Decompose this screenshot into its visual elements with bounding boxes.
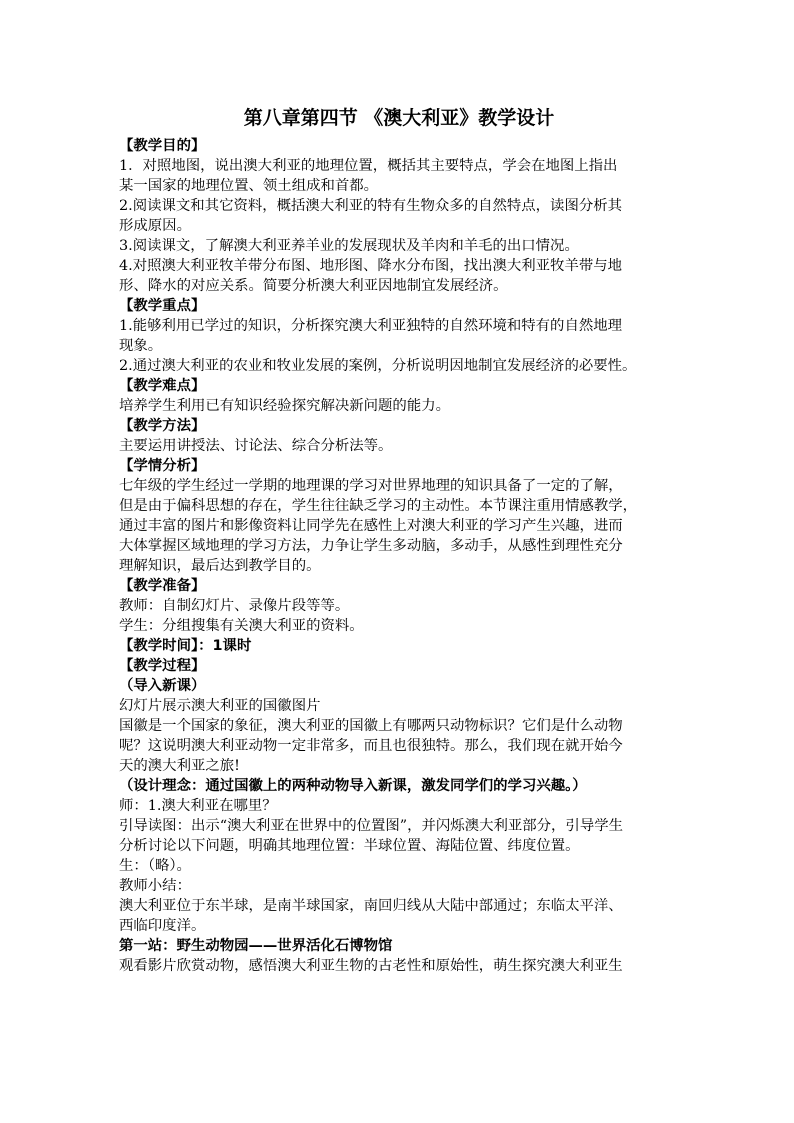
document-title: 第八章第四节 《澳大利亚》教学设计 (243, 107, 555, 129)
section-heading: 【教学方法】 (119, 418, 206, 434)
body-text-line: 形成原因。 (119, 218, 191, 234)
body-text-line: 2.通过澳大利亚的农业和牧业发展的案例，分析说明因地制宜发展经济的必要性。 (119, 358, 637, 374)
body-text-line: 4.对照澳大利亚牧羊带分布图、地形图、降水分布图，找出澳大利亚牧羊带与地 (119, 258, 623, 274)
body-text-line: 呢？这说明澳大利亚动物一定非常多，而且也很独特。那么，我们现在就开始今 (119, 738, 623, 754)
body-text-line: 现象。 (119, 338, 163, 354)
body-text-line: 天的澳大利亚之旅! (119, 758, 240, 774)
body-text-line: 师：1.澳大利亚在哪里？ (119, 798, 277, 814)
body-text-line: 国徽是一个国家的象征，澳大利亚的国徽上有哪两只动物标识？它们是什么动物 (119, 718, 623, 734)
body-text-line: 西临印度洋。 (119, 918, 206, 934)
body-text-line: 1.能够利用已学过的知识，分析探究澳大利亚独特的自然环境和特有的自然地理 (119, 318, 623, 334)
body-text-line: 通过丰富的图片和影像资料让同学先在感性上对澳大利亚的学习产生兴趣，进而 (119, 518, 623, 534)
section-heading: 【教学时间】：1课时 (119, 638, 252, 654)
section-heading: 【教学目的】 (119, 138, 206, 154)
body-text-line: 生：（略）。 (119, 858, 191, 874)
body-text-line: 教师：自制幻灯片、录像片段等等。 (119, 598, 350, 614)
section-heading: 【教学准备】 (119, 578, 206, 594)
body-text-line: 某一国家的地理位置、领土组成和首都。 (119, 178, 379, 194)
body-text-line: 但是由于偏科思想的存在，学生往往缺乏学习的主动性。本节课注重用情感教学， (119, 498, 638, 514)
body-text-line: 大体掌握区域地理的学习方法，力争让学生多动脑，多动手，从感性到理性充分 (119, 538, 623, 554)
body-text-line: 学生：分组搜集有关澳大利亚的资料。 (119, 618, 364, 634)
section-heading: 【教学重点】 (119, 298, 206, 314)
section-heading: 【学情分析】 (119, 458, 206, 474)
body-text-line: 分析讨论以下问题，明确其地理位置：半球位置、海陆位置、纬度位置。 (119, 838, 580, 854)
body-text-line: 理解知识，最后达到教学目的。 (119, 558, 321, 574)
document-page (119, 104, 679, 976)
body-text-line: 形、降水的对应关系。简要分析澳大利亚因地制宜发展经济。 (119, 278, 508, 294)
body-text-line: 3.阅读课文，了解澳大利亚养羊业的发展现状及羊肉和羊毛的出口情况。 (119, 238, 579, 254)
body-text-line: 培养学生利用已有知识经验探究解决新问题的能力。 (119, 398, 450, 414)
section-heading: 【教学过程】 (119, 658, 206, 674)
document-body (119, 136, 679, 976)
body-text-line: 2.阅读课文和其它资料，概括澳大利亚的特有生物众多的自然特点，读图分析其 (119, 198, 623, 214)
section-heading: （导入新课） (119, 678, 206, 694)
section-heading: （设计理念：通过国徽上的两种动物导入新课，激发同学们的学习兴趣。） (119, 778, 587, 794)
body-text-line: 教师小结： (119, 878, 191, 894)
body-text-line: 澳大利亚位于东半球，是南半球国家，南回归线从大陆中部通过；东临太平洋、 (119, 898, 623, 914)
body-text-line: 1．对照地图，说出澳大利亚的地理位置，概括其主要特点，学会在地图上指出 (119, 158, 618, 174)
body-text-line: 引导读图：出示“澳大利亚在世界中的位置图”，并闪烁澳大利亚部分，引导学生 (119, 818, 623, 834)
body-text-line: 主要运用讲授法、讨论法、综合分析法等。 (119, 438, 393, 454)
section-heading: 【教学难点】 (119, 378, 206, 394)
body-text-line: 七年级的学生经过一学期的地理课的学习对世界地理的知识具备了一定的了解， (119, 478, 623, 494)
body-text-line: 幻灯片展示澳大利亚的国徽图片 (119, 698, 321, 714)
body-text-line: 观看影片欣赏动物，感悟澳大利亚生物的古老性和原始性，萌生探究澳大利亚生 (119, 958, 623, 974)
section-heading: 第一站：野生动物园——世界活化石博物馆 (119, 938, 393, 954)
